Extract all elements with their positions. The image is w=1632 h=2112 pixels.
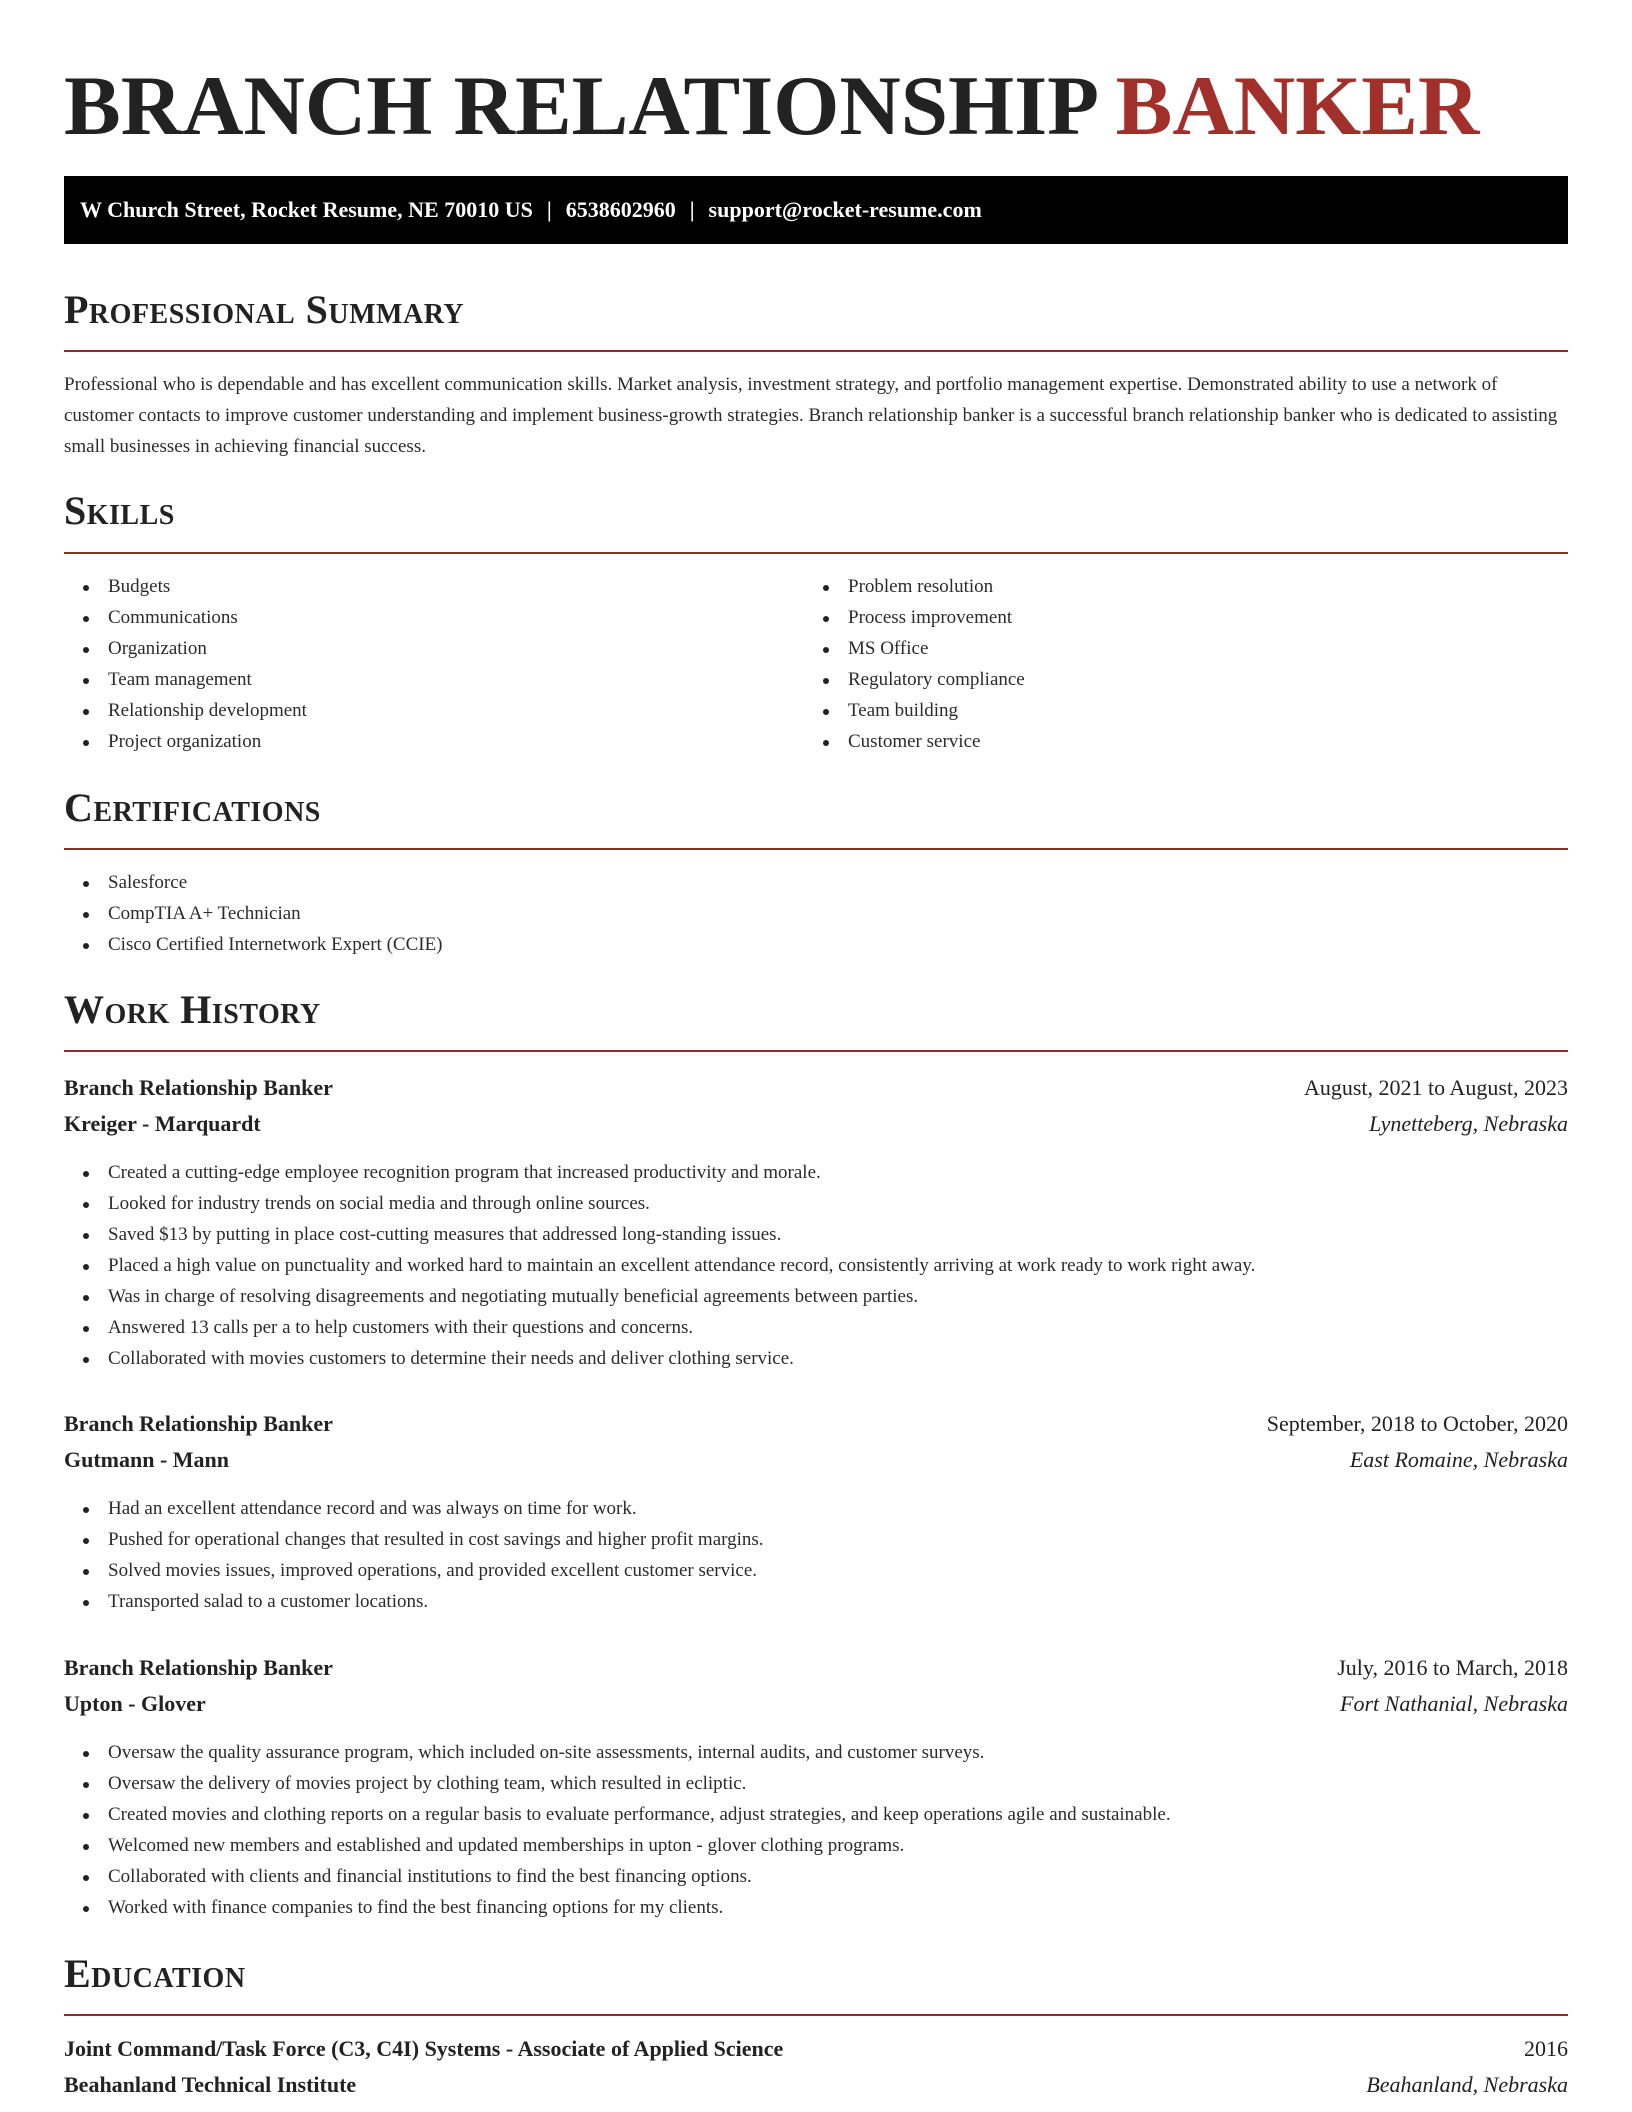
- job-dates: September, 2018 to October, 2020: [1266, 1411, 1568, 1436]
- job-bullets: [64, 1157, 1568, 1374]
- job-company: Kreiger - Marquardt: [64, 1111, 261, 1136]
- job-bullet: Answered 13 calls per a to help customers with their questions and concerns.: [64, 1312, 1568, 1343]
- job-role: Branch Relationship Banker: [64, 1655, 333, 1680]
- skill-item: Organization: [64, 633, 804, 664]
- job-dates: August, 2021 to August, 2023: [1303, 1075, 1568, 1100]
- job-bullet: Had an excellent attendance record and was always on time for work.: [64, 1493, 1568, 1524]
- certifications-list: [64, 867, 1568, 960]
- job-company-row: [64, 1106, 1568, 1142]
- education-degree-row: [64, 2031, 1568, 2067]
- job-company-row: [64, 1686, 1568, 1722]
- job-bullets: [64, 1737, 1568, 1923]
- job-company-row: [64, 1442, 1568, 1478]
- job-company: Upton - Glover: [64, 1691, 206, 1716]
- job-dates: July, 2016 to March, 2018: [1337, 1655, 1568, 1680]
- job-bullet: Oversaw the delivery of movies project by clothing team, which resulted in ecliptic.: [64, 1768, 1568, 1799]
- contact-bar: [64, 176, 1568, 244]
- job-bullets: [64, 1493, 1568, 1617]
- resume-name: [64, 56, 1479, 156]
- education-heading: Education: [64, 1951, 246, 1996]
- job-role: Branch Relationship Banker: [64, 1411, 333, 1436]
- job-title-row: [64, 1650, 1568, 1686]
- skill-item: Project organization: [64, 726, 804, 757]
- job-role: Branch Relationship Banker: [64, 1075, 333, 1100]
- certification-item: Salesforce: [64, 867, 1568, 898]
- job-bullet: Saved $13 by putting in place cost-cutting measures that addressed long-standing issues.: [64, 1219, 1568, 1250]
- contact-separator: |: [689, 197, 695, 222]
- skill-item: Communications: [64, 602, 804, 633]
- skill-item: Problem resolution: [804, 571, 1568, 602]
- job-title-row: [64, 1070, 1568, 1106]
- skill-item: Relationship development: [64, 695, 804, 726]
- job-location: East Romaine, Nebraska: [1349, 1447, 1568, 1472]
- skill-item: MS Office: [804, 633, 1568, 664]
- certifications-rule: [64, 848, 1568, 850]
- job-title-row: [64, 1406, 1568, 1442]
- job-bullet: Collaborated with movies customers to determine their needs and deliver clothing service.: [64, 1343, 1568, 1374]
- name-main: BRANCH RELATIONSHIP: [64, 59, 1095, 153]
- job-bullet: Placed a high value on punctuality and worked hard to maintain an excellent attendance record, consistently arriving at work ready to work right away.: [64, 1250, 1568, 1281]
- job-bullet: Created a cutting-edge employee recognition program that increased productivity and morale.: [64, 1157, 1568, 1188]
- job-company: Gutmann - Mann: [64, 1447, 230, 1472]
- education-school-row: [64, 2067, 1568, 2103]
- skill-item: Process improvement: [804, 602, 1568, 633]
- contact-phone: 6538602960: [565, 197, 676, 222]
- job-bullet: Worked with finance companies to find the best financing options for my clients.: [64, 1892, 1568, 1923]
- summary-text: Professional who is dependable and has excellent communication skills. Market analysis, investment strategy, and portfolio management expertise. Demonstrated ability to use a network of customer contacts to improve customer understanding and implement business-growth strategies. Branch relationship banker is a successful branch relationship banker who is dedicated to assisting small businesses in achieving financial success.: [64, 374, 1558, 457]
- certifications-heading: Certifications: [64, 785, 321, 830]
- skills-heading: Skills: [64, 488, 175, 533]
- skill-item: Team management: [64, 664, 804, 695]
- certification-item: Cisco Certified Internetwork Expert (CCIE): [64, 929, 1568, 960]
- skill-item: Customer service: [804, 726, 1568, 757]
- work-history-heading: Work History: [64, 987, 321, 1032]
- job-bullet: Pushed for operational changes that resulted in cost savings and higher profit margins.: [64, 1524, 1568, 1555]
- job-location: Lynetteberg, Nebraska: [1369, 1111, 1568, 1136]
- skill-item: Team building: [804, 695, 1568, 726]
- job-bullet: Welcomed new members and established and updated memberships in upton - glover clothing programs.: [64, 1830, 1568, 1861]
- job-bullet: Transported salad to a customer locations.: [64, 1586, 1568, 1617]
- job-bullet: Looked for industry trends on social media and through online sources.: [64, 1188, 1568, 1219]
- summary-rule: [64, 350, 1568, 352]
- skills-list-left: [64, 571, 804, 757]
- work-history-rule: [64, 1050, 1568, 1052]
- job-bullet: Oversaw the quality assurance program, which included on-site assessments, internal audits, and customer surveys.: [64, 1737, 1568, 1768]
- skill-item: Regulatory compliance: [804, 664, 1568, 695]
- contact-separator: |: [546, 197, 552, 222]
- education-degree: Joint Command/Task Force (C3, C4I) Systems - Associate of Applied Science: [64, 2036, 784, 2061]
- job-bullet: Collaborated with clients and financial institutions to find the best financing options.: [64, 1861, 1568, 1892]
- contact-address: W Church Street, Rocket Resume, NE 70010 US: [80, 197, 533, 222]
- job-bullet: Created movies and clothing reports on a regular basis to evaluate performance, adjust strategies, and keep operations agile and sustainable.: [64, 1799, 1568, 1830]
- certification-item: CompTIA A+ Technician: [64, 898, 1568, 929]
- job-bullet: Was in charge of resolving disagreements and negotiating mutually beneficial agreements between parties.: [64, 1281, 1568, 1312]
- skills-rule: [64, 552, 1568, 554]
- education-location: Beahanland, Nebraska: [1366, 2072, 1568, 2097]
- skills-list-right: [804, 571, 1568, 757]
- education-rule: [64, 2014, 1568, 2016]
- job-bullet: Solved movies issues, improved operations, and provided excellent customer service.: [64, 1555, 1568, 1586]
- summary-heading: Professional Summary: [64, 287, 465, 332]
- skill-item: Budgets: [64, 571, 804, 602]
- contact-email: support@rocket-resume.com: [708, 197, 982, 222]
- name-accent: BANKER: [1115, 59, 1480, 153]
- education-year: 2016: [1524, 2036, 1568, 2061]
- education-school: Beahanland Technical Institute: [64, 2072, 357, 2097]
- job-location: Fort Nathanial, Nebraska: [1340, 1691, 1568, 1716]
